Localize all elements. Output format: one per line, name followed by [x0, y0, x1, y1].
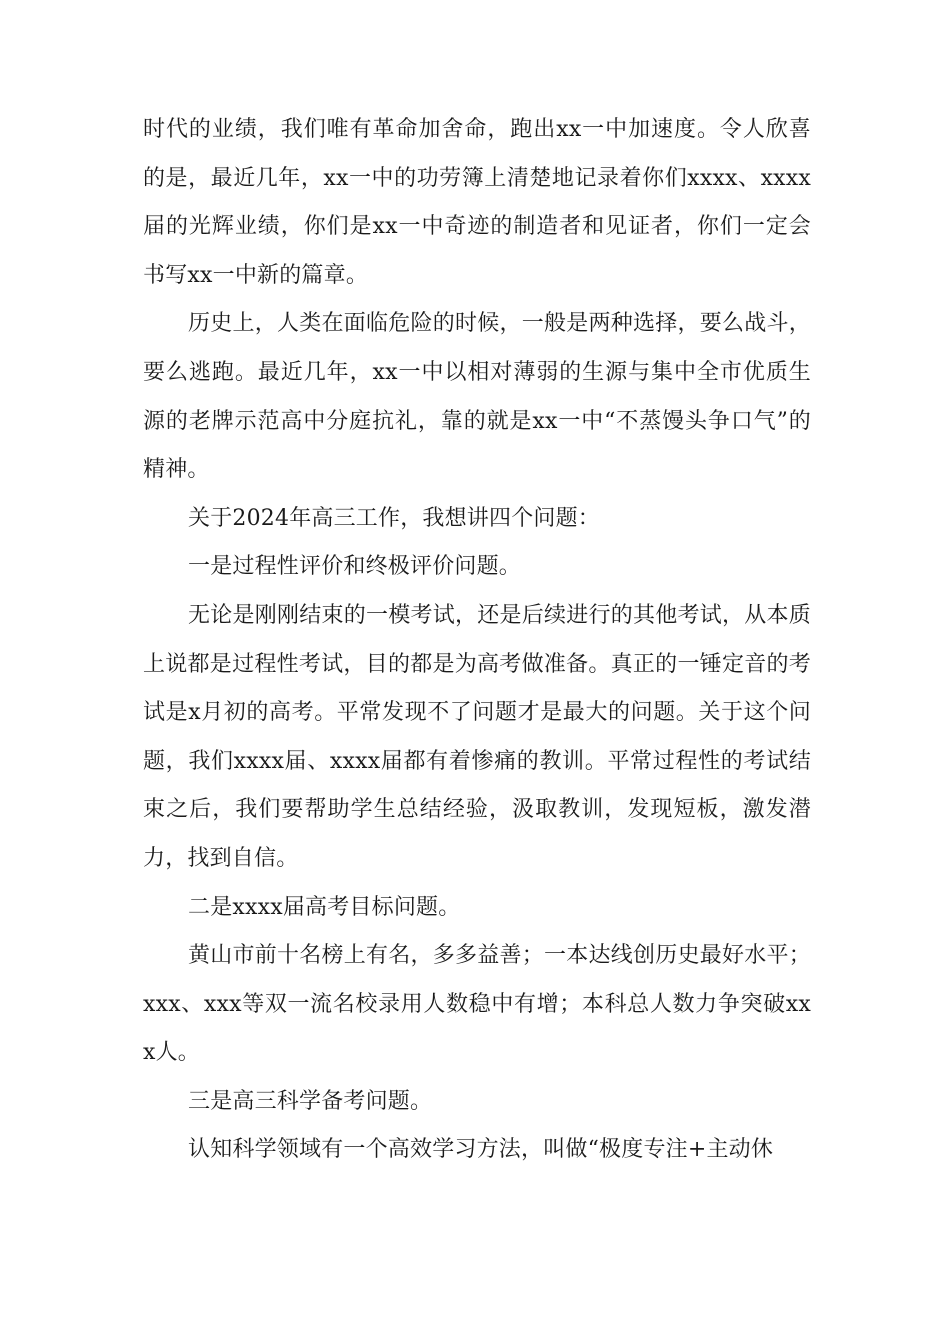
heading-issue-two: 二是xxxx届高考目标问题。	[188, 894, 461, 920]
paragraph-issue-two-body: 黄山市前十名榜上有名，多多益善；一本达线创历史最好水平；xxx、xxx等双一流名校录用人数稳中有增；本科总人数力争突破xxx人。	[143, 943, 811, 1066]
paragraph-issue-one-body: 无论是刚刚结束的一模考试，还是后续进行的其他考试，从本质上说都是过程性考试，目的都是为高考做准备。真正的一锤定音的考试是x月初的高考。平常发现不了问题才是最大的问题。关于这个问题，我们xxxx届、xxxx届都有着惨痛的教训。平常过程性的考试结束之后，我们要帮助学生总结经验，汲取教训，发现短板，激发潜力，找到自信。	[143, 602, 811, 871]
document-body	[143, 106, 811, 1175]
paragraph-four-issues: 关于2024年高三工作，我想讲四个问题：	[188, 505, 600, 531]
paragraph-continuation: 时代的业绩，我们唯有革命加舍命，跑出xx一中加速度。令人欣喜的是，最近几年，xx一中的功劳簿上清楚地记录着你们xxxx、xxxx届的光辉业绩，你们是xx一中奇迹的制造者和见证者，你们一定会书写xx一中新的篇章。	[143, 117, 811, 288]
paragraph-history: 历史上，人类在面临危险的时候，一般是两种选择，要么战斗，要么逃跑。最近几年，xx一中以相对薄弱的生源与集中全市优质生源的老牌示范高中分庭抗礼，靠的就是xx一中“不蒸馒头争口气”的精神。	[143, 311, 811, 483]
paragraph-issue-three-body: 认知科学领域有一个高效学习方法，叫做“极度专注+主动休	[188, 1137, 774, 1163]
heading-issue-three: 三是高三科学备考问题。	[188, 1088, 433, 1114]
heading-issue-one: 一是过程性评价和终极评价问题。	[188, 554, 522, 580]
